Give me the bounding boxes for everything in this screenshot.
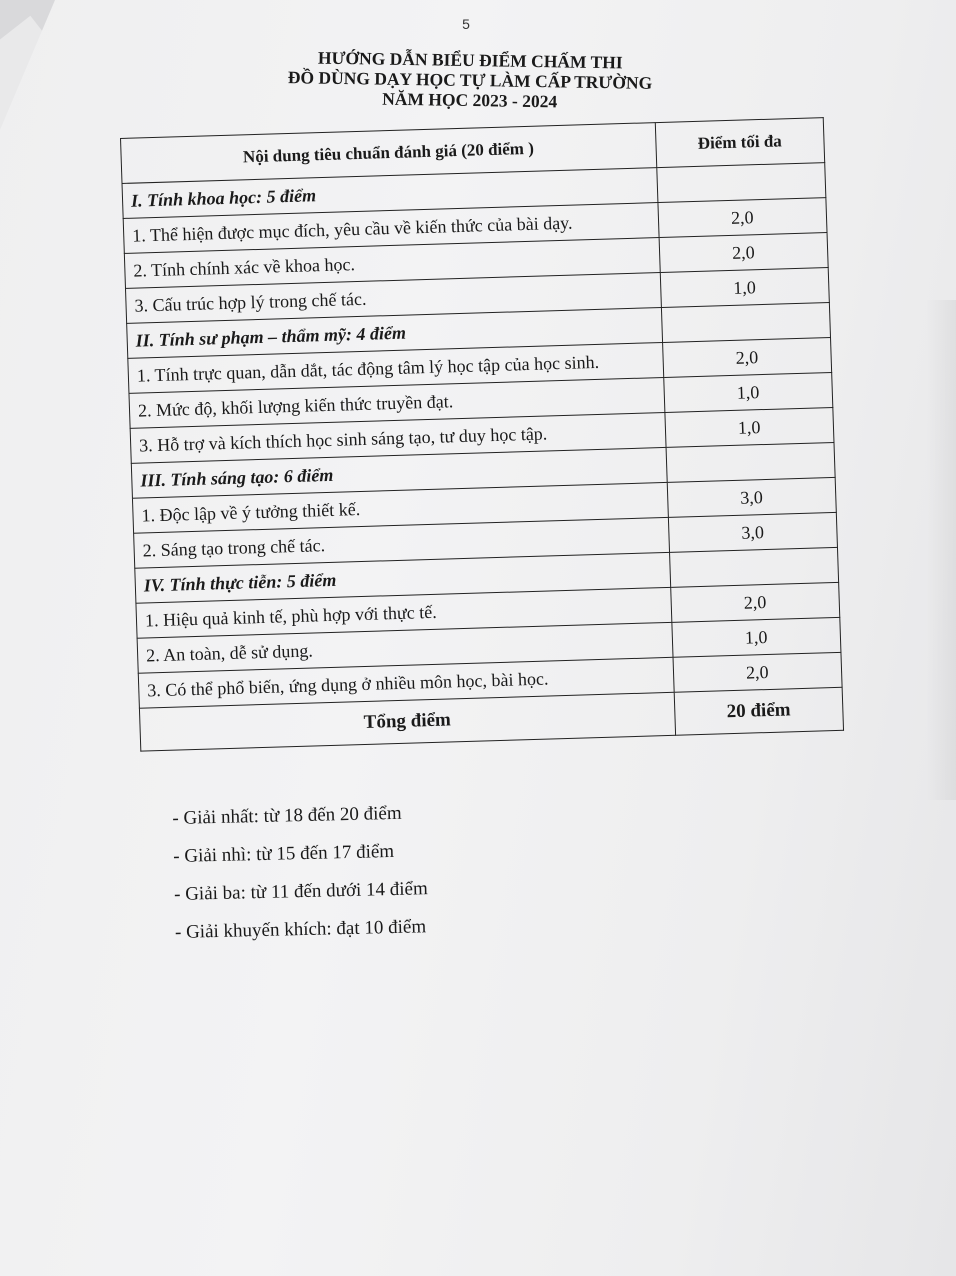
section-score-cell xyxy=(666,442,836,482)
total-score: 20 điểm xyxy=(674,687,844,735)
prize-item: - Giải nhất: từ 18 đến 20 điểm xyxy=(172,802,402,829)
prize-list xyxy=(172,791,575,952)
scoring-table-container xyxy=(120,117,844,752)
criteria-cell: 1. Tính trực quan, dẫn dắt, tác động tâm lý học tập của học sinh. xyxy=(128,343,663,394)
criteria-cell: 1. Độc lập về ý tưởng thiết kế. xyxy=(132,482,667,533)
section-title: IV. Tính thực tiễn: 5 điểm xyxy=(135,552,670,603)
criteria-cell: 1. Thể hiện được mục đích, yêu cầu về kiến thức của bài dạy. xyxy=(123,203,658,254)
score-cell: 2,0 xyxy=(662,338,832,378)
prize-item: - Giải nhì: từ 15 đến 17 điểm xyxy=(173,840,395,867)
criteria-cell: 3. Hỗ trợ và kích thích học sinh sáng tạo, tư duy học tập. xyxy=(130,412,665,463)
score-cell: 2,0 xyxy=(657,198,827,238)
total-label: Tổng điểm xyxy=(139,692,675,751)
header-max-score: Điểm tối đa xyxy=(655,118,825,168)
section-score-cell xyxy=(656,163,826,203)
prize-item: - Giải ba: từ 11 đến dưới 14 điểm xyxy=(173,878,428,905)
score-cell: 3,0 xyxy=(668,512,838,552)
section-title: II. Tính sư phạm – thẩm mỹ: 4 điểm xyxy=(127,308,662,359)
section-title: III. Tính sáng tạo: 6 điểm xyxy=(131,447,666,498)
score-cell: 2,0 xyxy=(673,652,843,692)
score-cell: 2,0 xyxy=(659,233,829,273)
criteria-cell: 1. Hiệu quả kinh tế, phù hợp với thực tế. xyxy=(136,587,671,638)
criteria-cell: 3. Có thể phổ biến, ứng dụng ở nhiều môn học, bài học. xyxy=(138,657,673,708)
prize-item: - Giải khuyến khích: đạt 10 điểm xyxy=(174,916,427,943)
criteria-cell: 2. An toàn, dễ sử dụng. xyxy=(137,622,672,673)
heading-line-1: HƯỚNG DẪN BIỂU ĐIỂM CHẤM THI xyxy=(317,47,623,73)
score-cell: 2,0 xyxy=(670,582,840,622)
section-score-cell xyxy=(661,303,831,343)
criteria-cell: 3. Cấu trúc hợp lý trong chế tác. xyxy=(125,273,660,324)
score-cell: 3,0 xyxy=(667,477,837,517)
score-cell: 1,0 xyxy=(664,407,834,447)
heading-line-2: ĐỒ DÙNG DẠY HỌC TỰ LÀM CẤP TRƯỜNG xyxy=(287,67,653,93)
score-cell: 1,0 xyxy=(671,617,841,657)
document-heading xyxy=(220,46,721,114)
heading-line-3: NĂM HỌC 2023 - 2024 xyxy=(382,88,558,112)
scoring-table xyxy=(120,117,844,752)
criteria-cell: 2. Sáng tạo trong chế tác. xyxy=(134,517,669,568)
criteria-cell: 2. Tính chính xác về khoa học. xyxy=(124,238,659,289)
section-score-cell xyxy=(669,547,839,587)
section-title: I. Tính khoa học: 5 điểm xyxy=(122,168,657,219)
score-cell: 1,0 xyxy=(663,372,833,412)
criteria-cell: 2. Mức độ, khối lượng kiến thức truyền đạt. xyxy=(129,377,664,428)
score-cell: 1,0 xyxy=(660,268,830,308)
page-number: 5 xyxy=(462,16,470,32)
header-criteria: Nội dung tiêu chuẩn đánh giá (20 điểm ) xyxy=(121,123,657,184)
